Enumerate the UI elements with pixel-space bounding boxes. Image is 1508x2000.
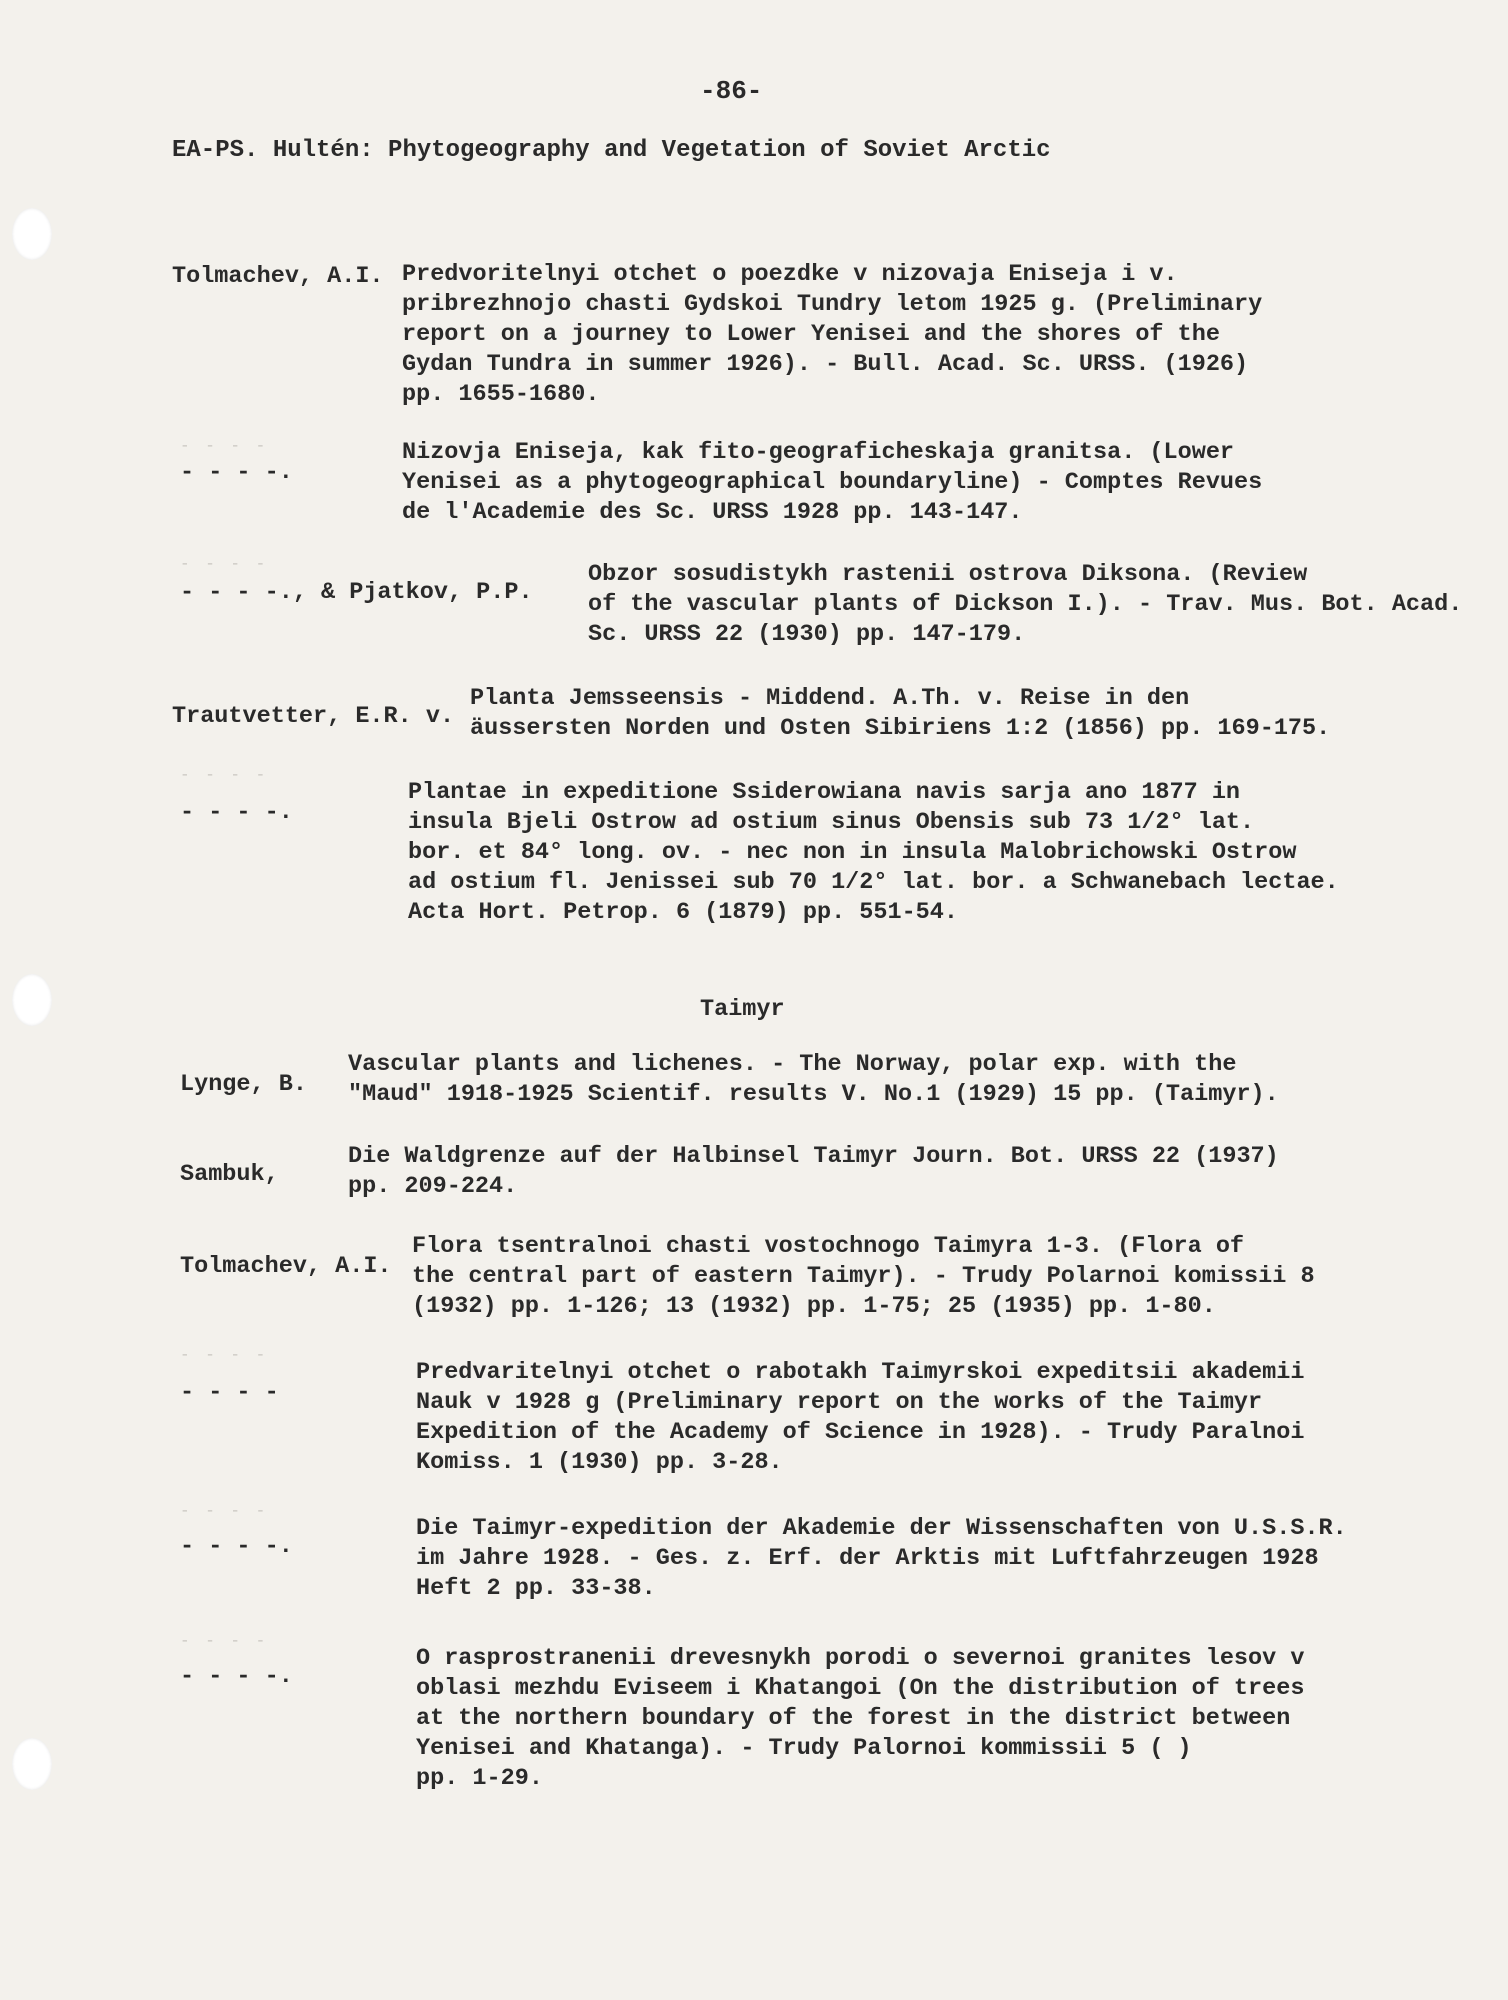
entry-author: Tolmachev, A.I. [172,263,384,290]
faint-dash-mark: - - - - [180,766,269,784]
entry-author: Trautvetter, E.R. v. [172,703,455,730]
entry-author: Tolmachev, A.I. [180,1253,392,1280]
page-number: -86- [700,76,763,106]
entry-text: O rasprostranenii drevesnykh porodi o severnoi granites lesov v oblasi mezhdu Eviseem i Khatangoi (On the distribution of trees at the northern boundary of the forest in the district between Yenisei and Khatanga). - Trudy Palornoi kommissii 5 ( ) pp. 1-29. [416,1645,1305,1792]
faint-dash-mark: - - - - [180,1632,269,1650]
entry-author: Lynge, B. [180,1071,307,1098]
entry-text-first: Obzor sosudistykh rastenii ostrova Diksona. (Review of the vascular plants of Dickson I.). - Trav. Mus. Bot. Acad. Sc. URSS 22 (1930) pp. 147-179. [588,561,1463,648]
entry-text: Vascular plants and lichenes. - The Norway, polar exp. with the "Maud" 1918-1925 Scientif. results V. No.1 (1929) 15 pp. (Taimyr). [348,1051,1279,1108]
entry-author: - - - -., & Pjatkov, P.P. [180,579,533,606]
entry-text: Nizovja Eniseja, kak fito-geograficheskaja granitsa. (Lower Yenisei as a phytogeographical boundaryline) - Comptes Revues de l'Academie des Sc. URSS 1928 pp. 143-147. [402,439,1263,526]
entry-text: Predvoritelnyi otchet o poezdke v nizovaja Eniseja i v. pribrezhnojo chasti Gydskoi Tundry letom 1925 g. (Preliminary report on a journey to Lower Yenisei and the shores of the Gydan Tundra in summer 1926). - Bull. Acad. Sc. URSS. (1926) pp. 1655-1680. [402,261,1263,408]
page-header: EA-PS. Hultén: Phytogeography and Vegetation of Soviet Arctic [172,137,1051,164]
entry-text: Plantae in expeditione Ssiderowiana navis sarja ano 1877 in insula Bjeli Ostrow ad ostium sinus Obensis sub 73 1/2° lat. bor. et 84° long. ov. - nec non in insula Malobrichowski Ostrow ad ostium fl. Jenissei sub 70 1/2° lat. bor. a Schwanebach lectae. Acta Hort. Petrop. 6 (1879) pp. 551-54. [408,779,1339,926]
entry-author: - - - -. [180,459,293,486]
entry-author: - - - - [180,1379,279,1406]
entry-author: - - - -. [180,799,293,826]
entry-text: Flora tsentralnoi chasti vostochnogo Taimyra 1-3. (Flora of the central part of eastern Taimyr). - Trudy Polarnoi komissii 8 (1932) pp. 1-126; 13 (1932) pp. 1-75; 25 (1935) pp. 1-80. [412,1233,1315,1320]
faint-dash-mark: - - - - [180,437,269,455]
section-title: Taimyr [700,996,785,1023]
entry-author: - - - -. [180,1533,293,1560]
entry-text: Die Waldgrenze auf der Halbinsel Taimyr Journ. Bot. URSS 22 (1937) pp. 209-224. [348,1143,1279,1200]
entry-author: Sambuk, [180,1161,279,1188]
faint-dash-mark: - - - - [180,555,269,573]
entry-text: Die Taimyr-expedition der Akademie der Wissenschaften von U.S.S.R. im Jahre 1928. - Ges. z. Erf. der Arktis mit Luftfahrzeugen 1928 Heft 2 pp. 33-38. [416,1515,1347,1602]
entry-text: Planta Jemsseensis - Middend. A.Th. v. Reise in den äussersten Norden und Osten Sibiriens 1:2 (1856) pp. 169-175. [470,685,1331,742]
punch-hole [12,208,52,260]
punch-hole [12,1738,52,1790]
punch-hole [12,974,52,1026]
entry-text [588,560,1462,650]
faint-dash-mark: - - - - [180,1502,269,1520]
entry-text: Predvaritelnyi otchet o rabotakh Taimyrskoi expeditsii akademii Nauk v 1928 g (Preliminary report on the works of the Taimyr Expedition of the Academy of Science in 1928). - Trudy Paralnoi Komiss. 1 (1930) pp. 3-28. [416,1359,1305,1476]
faint-dash-mark: - - - - [180,1346,269,1364]
entry-author: - - - -. [180,1663,293,1690]
